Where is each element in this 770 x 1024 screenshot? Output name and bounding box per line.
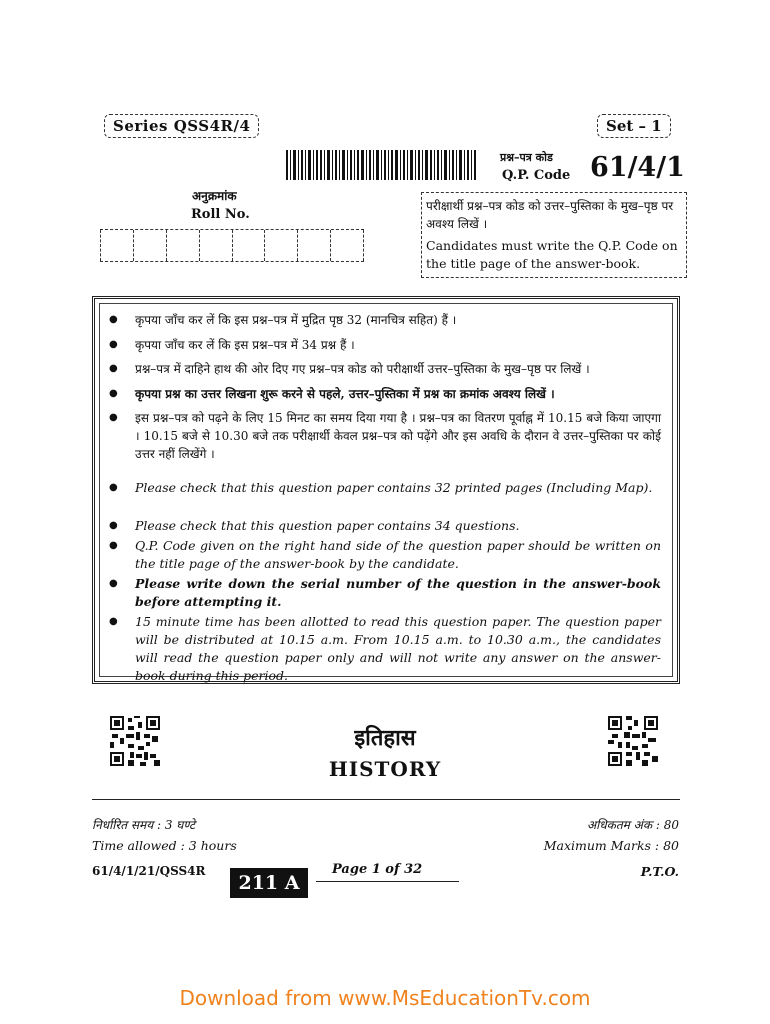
roll-no-label: Roll No.: [191, 207, 250, 222]
time-allowed: Time allowed : 3 hours: [92, 838, 237, 853]
paper-code-footer: 61/4/1/21/QSS4R: [92, 864, 206, 878]
instruction-en-3: ● Q.P. Code given on the right hand side of the question paper should be written on the title page of the answer-book by the candidate.: [109, 537, 661, 573]
instruction-en-4: ● Please write down the serial number of the question in the answer-book before attempting it.: [109, 575, 661, 611]
roll-no-label-hindi: अनुक्रमांक: [192, 189, 237, 203]
qp-code-value: 61/4/1: [590, 152, 685, 183]
pto-label: P.T.O.: [640, 864, 679, 879]
barcode-image: [286, 150, 476, 180]
roll-no-cell[interactable]: [133, 230, 166, 261]
subject-title: HISTORY: [328, 757, 442, 781]
maximum-marks-hindi: अधिकतम अंक : 80: [586, 818, 679, 832]
candidate-note-english: Candidates must write the Q.P. Code on the title page of the answer-book.: [426, 238, 678, 271]
candidate-note-hindi: परीक्षार्थी प्रश्न–पत्र कोड को उत्तर–पुस्तिका के मुख–पृष्ठ पर अवश्य लिखें ।: [426, 199, 674, 231]
download-watermark-link[interactable]: Download from www.MsEducationTv.com: [179, 986, 591, 1010]
roll-no-boxes[interactable]: [100, 229, 364, 262]
instruction-hi-4: ● कृपया प्रश्न का उत्तर लिखना शुरू करने से पहले, उत्तर–पुस्तिका में प्रश्न का क्रमांक अवश्य लिखें ।: [109, 385, 661, 403]
qp-code-label: Q.P. Code: [502, 168, 571, 183]
instruction-en-5: ● 15 minute time has been allotted to read this question paper. The question paper will be distributed at 10.15 a.m. From 10.15 a.m. to 10.30 a.m., the candidates will read the question paper only and will not write any answer on the answer-book during this period.: [109, 613, 661, 685]
instruction-hi-5: ● इस प्रश्न–पत्र को पढ़ने के लिए 15 मिनट का समय दिया गया है । प्रश्न–पत्र का वितरण पूर्वाह्न में 10.15 बजे किया जाएगा । 10.15 बजे से 10.30 बजे तक परीक्षार्थी केवल प्रश्न–पत्र को पढ़ेंगे और इस अवधि के दौरान वे उत्तर–पुस्तिका पर कोई उत्तर नहीं लिखेंगे ।: [109, 409, 661, 463]
roll-no-cell[interactable]: [199, 230, 232, 261]
page-number: Page 1 of 32: [332, 862, 423, 877]
subject-title-hindi: इतिहास: [354, 725, 416, 751]
qp-code-label-hindi: प्रश्न–पत्र कोड: [500, 151, 553, 164]
page-number-underline: [316, 881, 459, 882]
set-label: Set – 1: [597, 114, 671, 138]
series-label: Series QSS4R/4: [104, 114, 259, 138]
instruction-hi-3: ● प्रश्न–पत्र में दाहिने हाथ की ओर दिए गए प्रश्न–पत्र कोड को परीक्षार्थी उत्तर–पुस्तिका के मुख–पृष्ठ पर लिखें ।: [109, 360, 661, 378]
instruction-en-1: ● Please check that this question paper contains 32 printed pages (Including Map).: [109, 479, 661, 497]
time-allowed-hindi: निर्धारित समय : 3 घण्टे: [92, 818, 196, 832]
instruction-en-2: ● Please check that this question paper contains 34 questions.: [109, 517, 661, 535]
roll-no-cell[interactable]: [232, 230, 265, 261]
maximum-marks: Maximum Marks : 80: [543, 838, 679, 853]
instructions-box: [92, 296, 680, 684]
roll-no-cell[interactable]: [330, 230, 364, 261]
paper-number-badge: 211 A: [230, 868, 308, 898]
roll-no-cell[interactable]: [100, 230, 133, 261]
roll-no-cell[interactable]: [264, 230, 297, 261]
qr-code-left: [110, 716, 160, 766]
qr-code-right: [608, 716, 658, 766]
roll-no-cell[interactable]: [166, 230, 199, 261]
instruction-hi-2: ● कृपया जाँच कर लें कि इस प्रश्न–पत्र में 34 प्रश्न हैं ।: [109, 336, 661, 354]
roll-no-cell[interactable]: [297, 230, 330, 261]
candidate-note-box: [421, 192, 687, 278]
instruction-hi-1: ● कृपया जाँच कर लें कि इस प्रश्न–पत्र में मुद्रित पृष्ठ 32 (मानचित्र सहित) हैं ।: [109, 311, 661, 329]
divider-line: [92, 799, 680, 800]
